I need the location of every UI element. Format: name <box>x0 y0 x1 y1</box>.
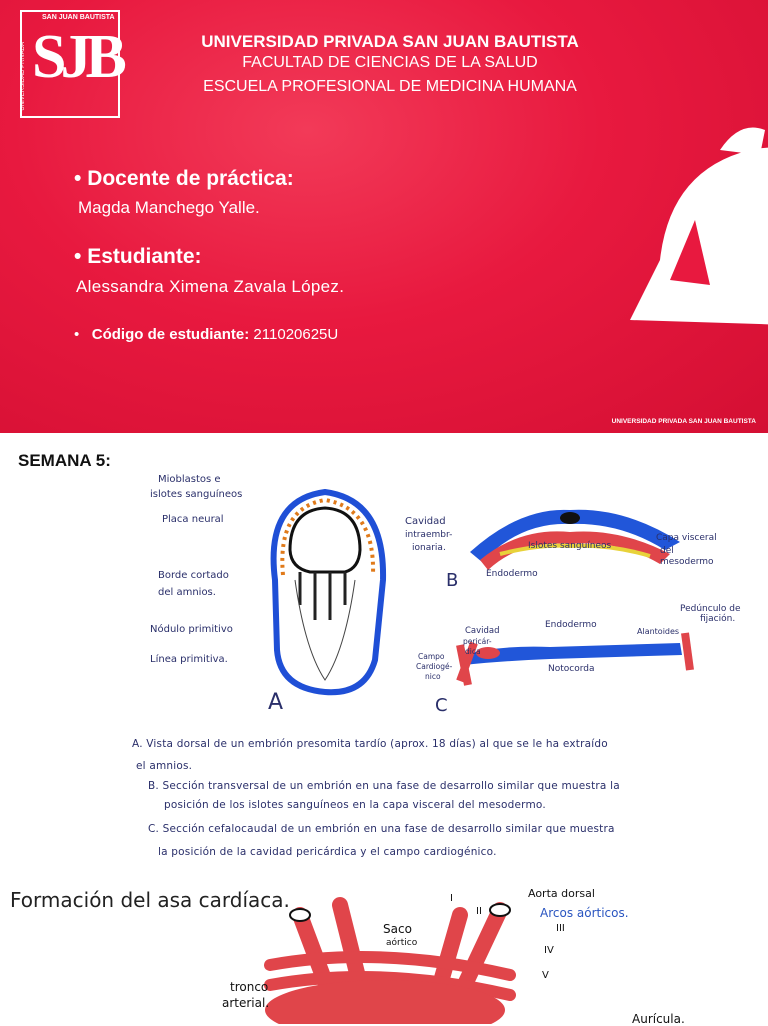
university-logo <box>20 10 120 118</box>
label-cavidad-b-2: intraembr- <box>405 530 453 540</box>
title-slide <box>0 0 768 433</box>
caption-a-line1: A. Vista dorsal de un embrión presomita tardío (aprox. 18 días) al que se le ha extraído <box>132 738 608 750</box>
label-borde-1: Borde cortado <box>158 570 229 581</box>
school-name: ESCUELA PROFESIONAL DE MEDICINA HUMANA <box>203 78 577 95</box>
codigo-line: • Código de estudiante: 211020625U <box>74 326 339 343</box>
label-aorta-dorsal: Aorta dorsal <box>528 887 595 900</box>
label-mioblastos-1: Mioblastos e <box>158 474 221 485</box>
caption-b-line1: B. Sección transversal de un embrión en una fase de desarrollo similar que muestra la <box>148 780 620 792</box>
label-saco-2: aórtico <box>386 938 418 948</box>
caption-c-line2: la posición de la cavidad pericárdica y el campo cardiogénico. <box>158 846 497 858</box>
label-arcos-aorticos: Arcos aórticos. <box>540 906 629 920</box>
label-pedunculo-1: Pedúnculo de <box>680 604 741 614</box>
label-endodermo-b: Endodermo <box>486 569 538 579</box>
codigo-value: 211020625U <box>249 326 339 343</box>
label-roman-1: I <box>450 893 453 904</box>
figure-letter-c: C <box>435 695 448 716</box>
figure-letter-a: A <box>268 690 284 715</box>
label-campo-3: nico <box>425 672 441 681</box>
label-roman-3: III <box>556 923 565 934</box>
label-roman-5: V <box>542 970 549 981</box>
label-mioblastos-2: islotes sanguíneos <box>150 489 243 500</box>
label-linea: Línea primitiva. <box>150 654 228 665</box>
label-cavidad-b-3: ionaria. <box>412 543 446 553</box>
label-placa-neural: Placa neural <box>162 514 224 525</box>
bell-icon <box>600 110 768 340</box>
label-endodermo-c: Endodermo <box>545 620 597 630</box>
label-notocorda: Notocorda <box>548 664 595 674</box>
figure-letter-b: B <box>446 570 459 591</box>
label-islotes-b: Islotes sanguíneos <box>528 541 612 551</box>
label-tronco-1: tronco <box>230 980 269 994</box>
label-capa-1: Capa visceral <box>656 533 717 543</box>
university-name: UNIVERSIDAD PRIVADA SAN JUAN BAUTISTA <box>201 32 579 51</box>
label-alantoides: Alantoides <box>637 627 680 636</box>
figure-a-drawing <box>255 480 395 700</box>
semana-heading: SEMANA 5: <box>18 451 111 470</box>
docente-name: Magda Manchego Yalle. <box>78 198 260 217</box>
label-tronco-2: arterial. <box>222 996 270 1010</box>
label-capa-3: mesodermo <box>660 557 714 567</box>
label-cavidad-b-1: Cavidad <box>405 516 446 527</box>
estudiante-label: • Estudiante: <box>74 245 202 268</box>
caption-c-line1: C. Sección cefalocaudal de un embrión en una fase de desarrollo similar que muestra <box>148 823 615 835</box>
logo-top-text: SAN JUAN BAUTISTA <box>42 14 115 21</box>
label-campo-2: Cardiogé- <box>416 662 453 671</box>
label-cavidad-c-3: dica <box>465 647 481 656</box>
caption-a-line2: el amnios. <box>136 760 193 772</box>
docente-label: • Docente de práctica: <box>74 167 294 190</box>
label-roman-2: II <box>476 906 482 917</box>
label-roman-4: IV <box>544 945 554 956</box>
slide-footer: UNIVERSIDAD PRIVADA SAN JUAN BAUTISTA <box>611 418 756 425</box>
label-nodulo: Nódulo primitivo <box>150 624 233 635</box>
faculty-name: FACULTAD DE CIENCIAS DE LA SALUD <box>242 54 538 71</box>
logo-side-text: UNIVERSIDAD PRIVADA <box>20 42 26 111</box>
label-pedunculo-2: fijación. <box>700 614 736 624</box>
estudiante-name: Alessandra Ximena Zavala López. <box>76 277 345 296</box>
label-auricula: Aurícula. <box>632 1012 685 1026</box>
label-capa-2: del <box>660 546 674 556</box>
label-saco-1: Saco <box>383 922 412 936</box>
caption-b-line2: posición de los islotes sanguíneos en la capa visceral del mesodermo. <box>164 799 546 811</box>
section-title: Formación del asa cardíaca. <box>10 888 290 912</box>
label-cavidad-c-2: pericár- <box>463 637 492 646</box>
label-campo-1: Campo <box>418 652 445 661</box>
codigo-label: Código de estudiante: <box>91 326 250 343</box>
logo-letters: SJB <box>32 23 121 91</box>
label-cavidad-c-1: Cavidad <box>465 626 500 636</box>
label-borde-2: del amnios. <box>158 587 216 598</box>
